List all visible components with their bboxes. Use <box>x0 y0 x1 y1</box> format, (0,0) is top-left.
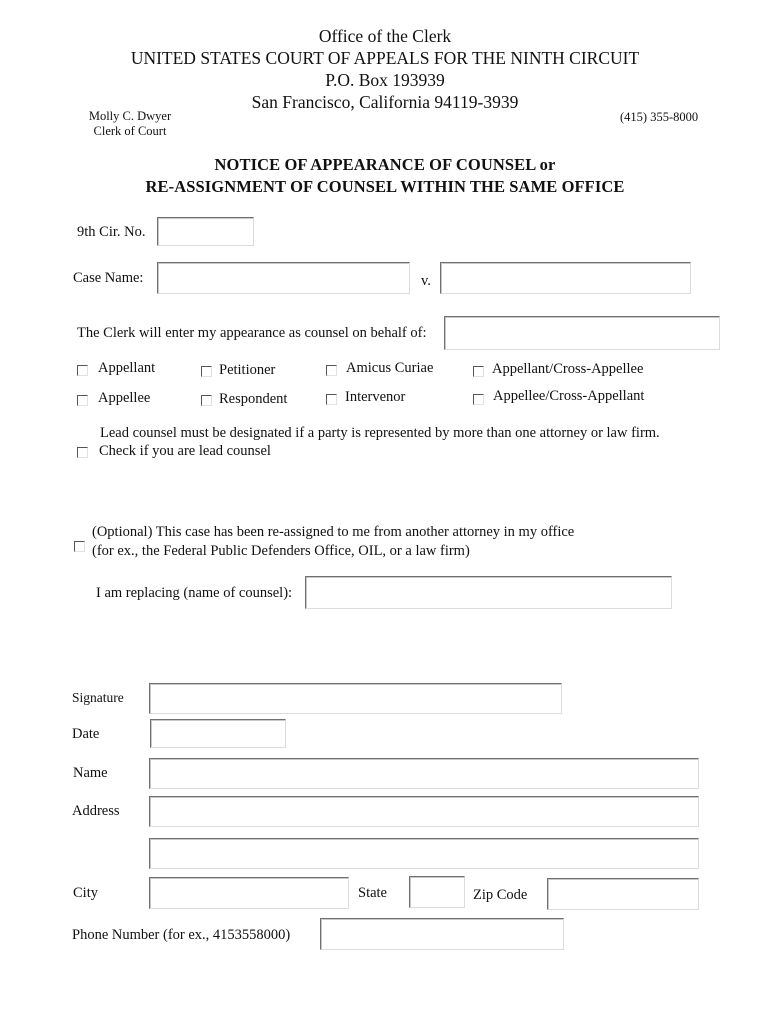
cir-no-label: 9th Cir. No. <box>77 224 146 240</box>
clerk-title: Clerk of Court <box>93 124 167 138</box>
respondent-checkbox[interactable] <box>201 395 212 406</box>
form-title-line2: RE-ASSIGNMENT OF COUNSEL WITHIN THE SAME OFFICE <box>145 177 625 196</box>
appellant-cross-checkbox[interactable] <box>473 366 484 377</box>
behalf-input[interactable] <box>444 316 720 350</box>
appellee-checkbox[interactable] <box>77 395 88 406</box>
date-label: Date <box>72 726 100 742</box>
address-input-line1[interactable] <box>149 796 699 827</box>
zip-input[interactable] <box>547 878 699 910</box>
reassigned-line2: (for ex., the Federal Public Defenders Office, OIL, or a law firm) <box>92 543 470 559</box>
phone-label: Phone Number (for ex., 4153558000) <box>72 927 291 943</box>
state-input[interactable] <box>409 876 465 908</box>
clerk-phone: (415) 355-8000 <box>620 110 699 124</box>
reassigned-line1: (Optional) This case has been re-assigned to me from another attorney in my office <box>92 524 575 540</box>
appellee-cross-checkbox[interactable] <box>473 394 484 405</box>
lead-counsel-checkbox[interactable] <box>77 447 88 458</box>
city-label: City <box>73 885 98 901</box>
intervenor-label: Intervenor <box>345 389 406 405</box>
respondent-label: Respondent <box>219 391 288 407</box>
date-input[interactable] <box>150 719 286 748</box>
appellant-cross-label: Appellant/Cross-Appellee <box>492 361 644 377</box>
signature-label: Signature <box>72 690 124 705</box>
behalf-label: The Clerk will enter my appearance as counsel on behalf of: <box>77 325 427 341</box>
state-label: State <box>358 885 387 901</box>
lead-counsel-label: Check if you are lead counsel <box>99 443 271 459</box>
appellant-checkbox[interactable] <box>77 365 88 376</box>
appellant-label: Appellant <box>98 360 156 376</box>
opposing-party-input[interactable] <box>440 262 691 294</box>
replacing-counsel-input[interactable] <box>305 576 672 609</box>
name-input[interactable] <box>149 758 699 789</box>
intervenor-checkbox[interactable] <box>326 394 337 405</box>
clerk-name: Molly C. Dwyer <box>88 109 172 123</box>
case-name-label: Case Name: <box>73 270 144 286</box>
signature-input[interactable] <box>149 683 562 714</box>
address-label: Address <box>72 803 120 819</box>
replacing-label: I am replacing (name of counsel): <box>96 585 293 601</box>
phone-input[interactable] <box>320 918 564 950</box>
versus-label: v. <box>421 273 431 289</box>
appellee-label: Appellee <box>98 390 151 406</box>
office-heading: Office of the Clerk <box>318 26 452 46</box>
court-heading: UNITED STATES COURT OF APPEALS FOR THE NINTH CIRCUIT <box>130 48 640 68</box>
address-input-line2[interactable] <box>149 838 699 869</box>
lead-counsel-note: Lead counsel must be designated if a party is represented by more than one attorney or law firm. <box>100 425 660 441</box>
amicus-label: Amicus Curiae <box>346 360 434 376</box>
appellee-cross-label: Appellee/Cross-Appellant <box>493 388 645 404</box>
zip-label: Zip Code <box>473 887 528 903</box>
case-name-input[interactable] <box>157 262 410 294</box>
city-state: San Francisco, California 94119-3939 <box>251 92 519 112</box>
form-title-line1: NOTICE OF APPEARANCE OF COUNSEL or <box>214 155 556 174</box>
cir-no-input[interactable] <box>157 217 254 246</box>
city-input[interactable] <box>149 877 349 909</box>
petitioner-label: Petitioner <box>219 362 276 378</box>
amicus-checkbox[interactable] <box>326 365 337 376</box>
reassigned-checkbox[interactable] <box>74 541 85 552</box>
name-label: Name <box>73 765 108 781</box>
petitioner-checkbox[interactable] <box>201 366 212 377</box>
po-box: P.O. Box 193939 <box>325 70 445 90</box>
